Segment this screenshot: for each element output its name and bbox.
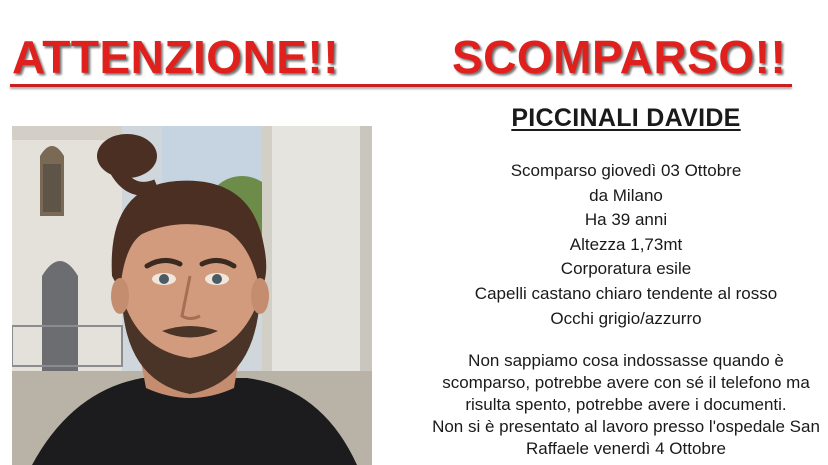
detail-height: Altezza 1,73mt	[569, 234, 683, 254]
header-divider	[10, 84, 792, 87]
person-name: PICCINALI DAVIDE	[511, 104, 741, 132]
detail-location: da Milano	[589, 185, 663, 205]
missing-person-photo	[12, 126, 372, 465]
detail-age: Ha 39 anni	[584, 210, 668, 230]
photo-illustration	[12, 126, 372, 465]
notes-paragraph-clothing: Non sappiamo cosa indossasse quando è scomparso, potrebbe avere con sé il telefono ma risulta spento, potrebbe avere i documenti.	[442, 351, 810, 415]
detail-eyes: Occhi grigio/azzurro	[550, 308, 702, 328]
notes-section	[430, 350, 822, 460]
detail-hair: Capelli castano chiaro tendente al rosso	[474, 283, 778, 303]
notes-paragraph-work: Non si è presentato al lavoro presso l'ospedale San Raffaele venerdì 4 Ottobre	[432, 417, 820, 459]
missing-headline: SCOMPARSO!!	[452, 31, 787, 83]
details-list	[430, 159, 822, 331]
missing-person-info	[430, 100, 822, 460]
poster-header	[0, 0, 828, 90]
detail-disappearance-date: Scomparso giovedì 03 Ottobre	[510, 161, 742, 180]
detail-build: Corporatura esile	[560, 259, 692, 279]
attention-headline: ATTENZIONE!!	[12, 31, 340, 83]
